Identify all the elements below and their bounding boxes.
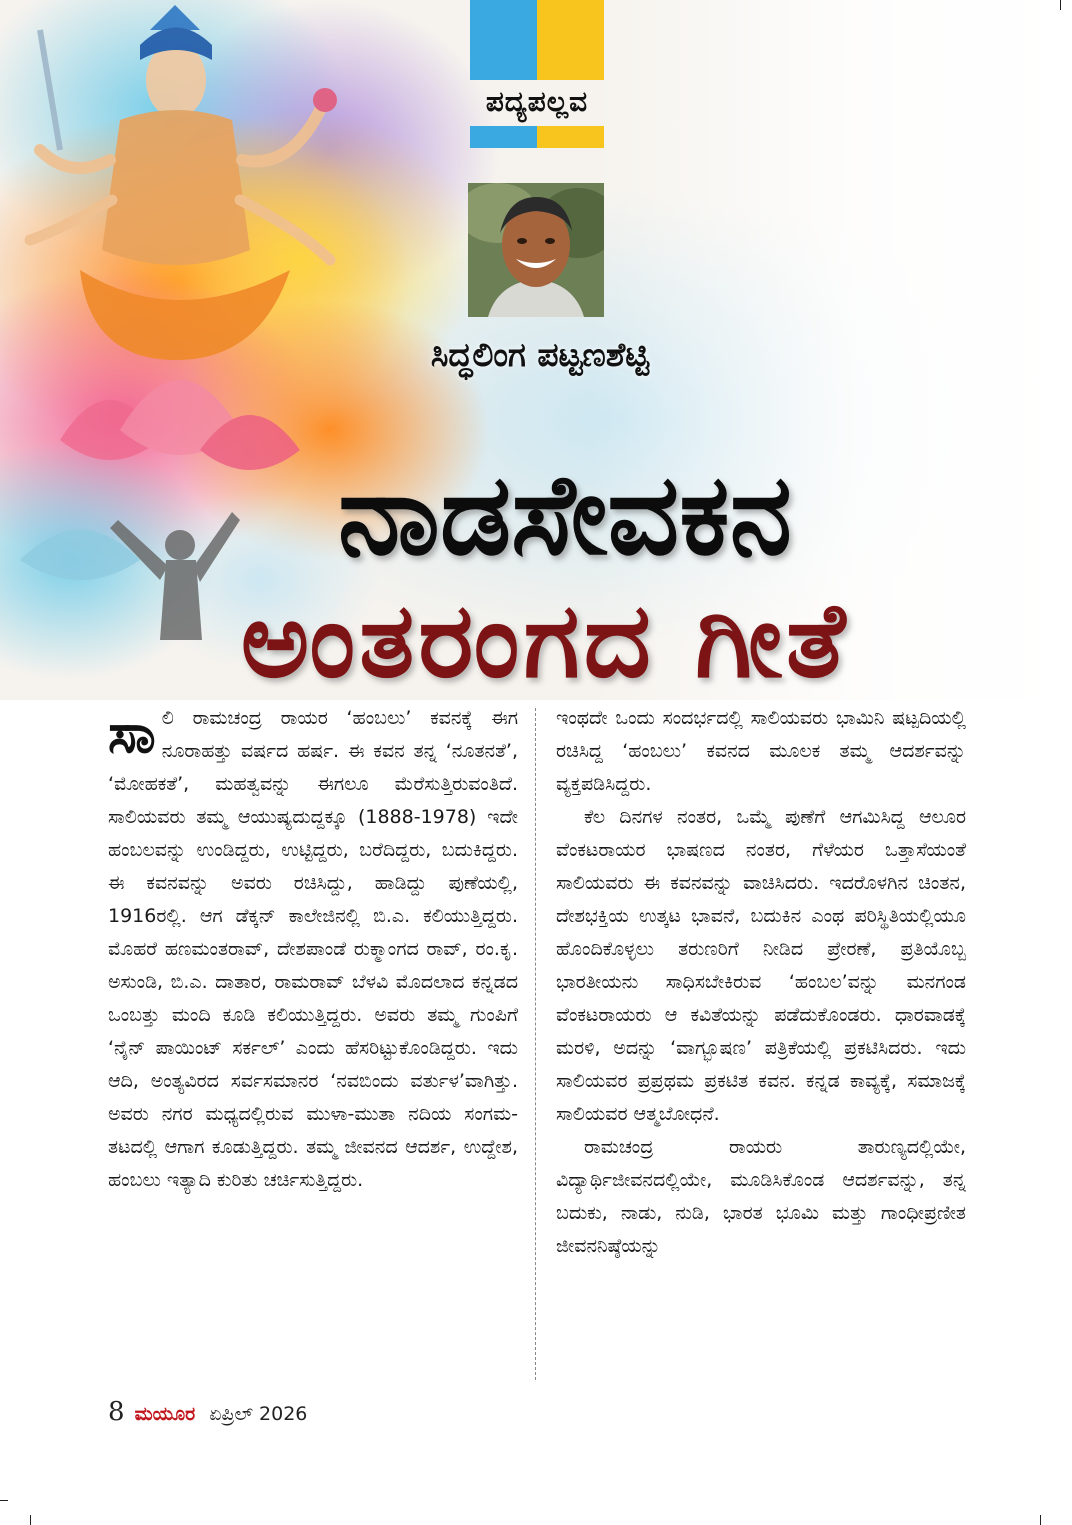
column-name: ಪದ್ಯಪಲ್ಲವ <box>485 85 589 118</box>
author-photo <box>468 183 604 317</box>
issue-date: ಏಪ್ರಿಲ್ 2026 <box>209 1403 308 1425</box>
article-column-left <box>108 702 518 1382</box>
logo-yellow-block <box>537 0 604 80</box>
article-paragraph: ಲಿ ರಾಮಚಂದ್ರ ರಾಯರ ‘ಹಂಬಲು’ ಕವನಕ್ಕೆ ಈಗ ನೂರಾಹತ್ತು ವರ್ಷದ ಹರ್ಷ. ಈ ಕವನ ತನ್ನ ‘ನೂತನತೆ’, ‘ಮೋಹಕತೆ’, ಮಹತ್ವವನ್ನು ಈಗಲೂ ಮೆರೆಸುತ್ತಿರುವಂತಿದೆ. ಸಾಲಿಯವರು ತಮ್ಮ ಆಯುಷ್ಯದುದ್ದಕ್ಕೂ (1888-1978) ಇದೇ ಹಂಬಲವನ್ನು ಉಂಡಿದ್ದರು, ಉಟ್ಟಿದ್ದರು, ಬರೆದಿದ್ದರು, ಬದುಕಿದ್ದರು. ಈ ಕವನವನ್ನು ಅವರು ರಚಿಸಿದ್ದು, ಹಾಡಿದ್ದು ಪುಣೆಯಲ್ಲಿ, 1916ರಲ್ಲಿ. ಆಗ ಡೆಕ್ಕನ್ ಕಾಲೇಜಿನಲ್ಲಿ ಬಿ.ಎ. ಕಲಿಯುತ್ತಿದ್ದರು. ಮೊಹರೆ ಹಣಮಂತರಾವ್, ದೇಶಪಾಂಡೆ ರುಕ್ಮಾಂಗದ ರಾವ್, ರಂ.ಕೃ. ಅಸುಂಡಿ, ಬಿ.ಎ. ದಾತಾರ, ರಾಮರಾವ್ ಬೆಳವಿ ಮೊದಲಾದ ಕನ್ನಡದ ಒಂಬತ್ತು ಮಂದಿ ಕೂಡಿ ಕಲಿಯುತ್ತಿದ್ದರು. ಅವರು ತಮ್ಮ ಗುಂಪಿಗೆ ‘ನೈನ್ ಪಾಯಿಂಟ್ ಸರ್ಕಲ್’ ಎಂದು ಹೆಸರಿಟ್ಟುಕೊಂಡಿದ್ದರು. ಇದು ಆದಿ, ಅಂತ್ಯವಿರದ ಸರ್ವಸಮಾನರ ‘ನವಬಿಂದು ವರ್ತುಳ’ವಾಗಿತ್ತು. ಅವರು ನಗರ ಮಧ್ಯದಲ್ಲಿರುವ ಮುಳಾ-ಮುತಾ ನದಿಯ ಸಂಗಮ-ತಟದಲ್ಲಿ ಆಗಾಗ ಕೂಡುತ್ತಿದ್ದರು. ತಮ್ಮ ಜೀವನದ ಆದರ್ಶ, ಉದ್ದೇಶ, ಹಂಬಲು ಇತ್ಯಾದಿ ಕುರಿತು ಚರ್ಚಿಸುತ್ತಿದ್ದರು. <box>108 707 518 1191</box>
page-number: 8 <box>108 1397 125 1427</box>
headline-line-2: ಅಂತರಂಗದ ಗೀತೆ <box>240 579 850 701</box>
magazine-name: ಮಯೂರ <box>134 1403 196 1425</box>
article-paragraph: ಇಂಥದೇ ಒಂದು ಸಂದರ್ಭದಲ್ಲಿ ಸಾಲಿಯವರು ಭಾಮಿನಿ ಷಟ್ಪದಿಯಲ್ಲಿ ರಚಿಸಿದ್ದ ‘ಹಂಬಲು’ ಕವನದ ಮೂಲಕ ತಮ್ಮ ಆದರ್ಶವನ್ನು ವ್ಯಕ್ತಪಡಿಸಿದ್ದರು. <box>556 707 966 795</box>
crop-mark <box>1040 1515 1041 1525</box>
author-name: ಸಿದ್ಧಲಿಂಗ ಪಟ್ಟಣಶೆಟ್ಟಿ <box>430 335 650 374</box>
crop-mark <box>30 1515 31 1525</box>
logo-blue-block <box>470 0 537 80</box>
article-paragraph: ಕೆಲ ದಿನಗಳ ನಂತರ, ಒಮ್ಮೆ ಪುಣೆಗೆ ಆಗಮಿಸಿದ್ದ ಆಲೂರ ವೆಂಕಟರಾಯರ ಭಾಷಣದ ನಂತರ, ಗೆಳೆಯರ ಒತ್ತಾಸೆಯಂತೆ ಸಾಲಿಯವರು ಈ ಕವನವನ್ನು ವಾಚಿಸಿದರು. ಇದರೊಳಗಿನ ಚಿಂತನ, ದೇಶಭಕ್ತಿಯ ಉತ್ಕಟ ಭಾವನೆ, ಬದುಕಿನ ಎಂಥ ಪರಿಸ್ಥಿತಿಯಲ್ಲಿಯೂ ಹೊಂದಿಕೊಳ್ಳಲು ತರುಣರಿಗೆ ನೀಡಿದ ಪ್ರೇರಣೆ, ಪ್ರತಿಯೊಬ್ಬ ಭಾರತೀಯನು ಸಾಧಿಸಬೇಕಿರುವ ‘ಹಂಬಲ’ವನ್ನು ಮನಗಂಡ ವೆಂಕಟರಾಯರು ಆ ಕವಿತೆಯನ್ನು ಪಡೆದುಕೊಂಡರು. ಧಾರವಾಡಕ್ಕೆ ಮರಳಿ, ಅದನ್ನು ‘ವಾಗ್ಭೂಷಣ’ ಪತ್ರಿಕೆಯಲ್ಲಿ ಪ್ರಕಟಿಸಿದರು. ಇದು ಸಾಲಿಯವರ ಪ್ರಪ್ರಥಮ ಪ್ರಕಟಿತ ಕವನ. ಕನ್ನಡ ಕಾವ್ಯಕ್ಕೆ, ಸಮಾಜಕ್ಕೆ ಸಾಲಿಯವರ ಆತ್ಮಬೋಧನೆ. <box>556 806 966 1125</box>
page-footer <box>108 1396 307 1428</box>
crop-mark <box>1060 0 1061 10</box>
logo-blue-bar <box>470 126 537 148</box>
drop-cap: ಸಾ <box>108 702 156 765</box>
article-paragraph: ರಾಮಚಂದ್ರ ರಾಯರು ತಾರುಣ್ಯದಲ್ಲಿಯೇ, ವಿದ್ಯಾರ್ಥಿಜೀವನದಲ್ಲಿಯೇ, ಮೂಡಿಸಿಕೊಂಡ ಆದರ್ಶವನ್ನು, ತನ್ನ ಬದುಕು, ನಾಡು, ನುಡಿ, ಭಾರತ ಭೂಮಿ ಮತ್ತು ಗಾಂಧೀಪ್ರಣೀತ ಜೀವನನಿಷ್ಠೆಯನ್ನು <box>556 1136 966 1257</box>
crop-mark <box>0 1500 8 1501</box>
headline-line-1: ನಾಡಸೇವಕನ <box>338 450 792 580</box>
article-column-right <box>556 702 966 1382</box>
logo-yellow-bar <box>537 126 604 148</box>
column-logo <box>470 0 604 150</box>
column-divider <box>535 708 537 1380</box>
